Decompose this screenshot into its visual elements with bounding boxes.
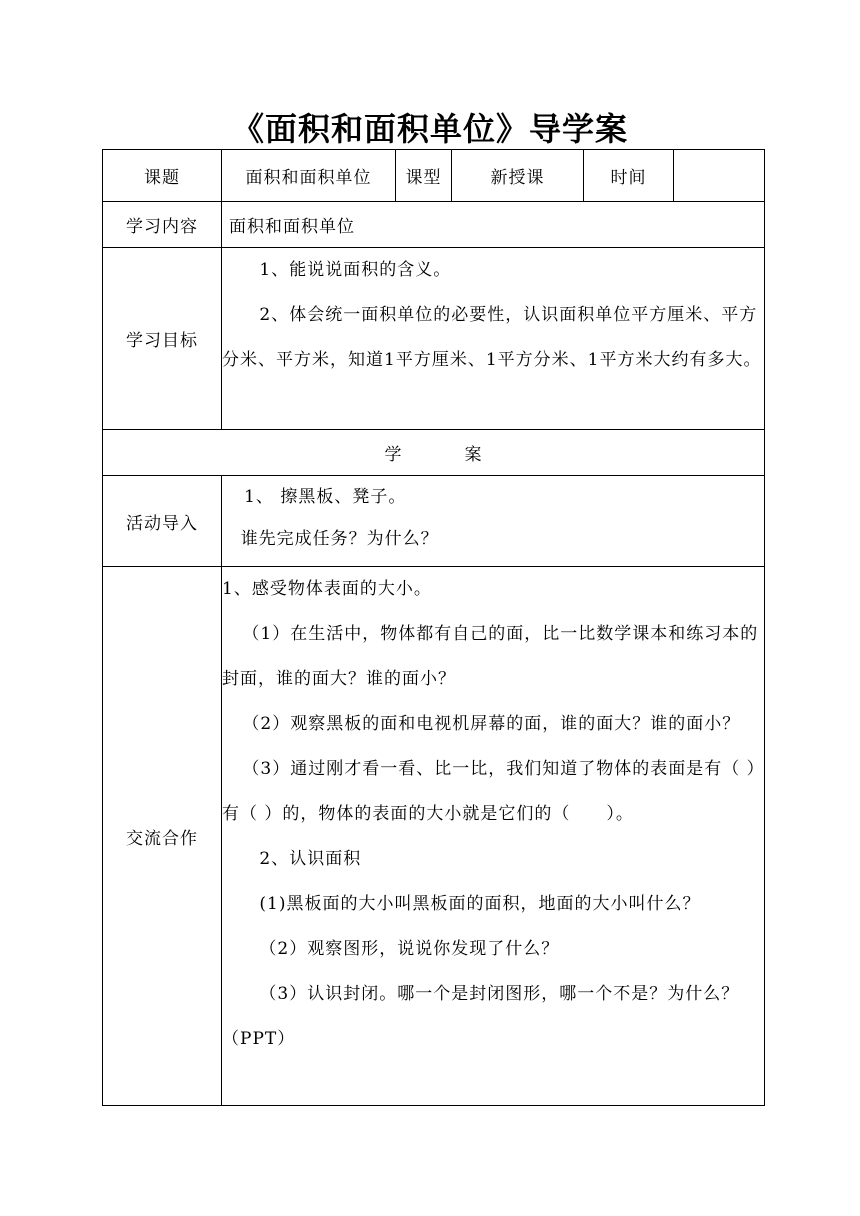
cooperation-text bbox=[222, 567, 765, 1106]
goal-item: 1、能说说面积的含义。 bbox=[259, 260, 452, 280]
cooperation-row bbox=[103, 567, 765, 1106]
section-heading bbox=[103, 430, 765, 476]
section-heading-row bbox=[103, 430, 765, 476]
goal-item: 2、体会统一面积单位的必要性，认识面积单位平方厘米、平方分米、平方米，知道1平方厘米、1平方分米、1平方米大约有多大。 bbox=[222, 305, 762, 370]
document-title: 《面积和面积单位》导学案 bbox=[231, 110, 628, 148]
content-value: 面积和面积单位 bbox=[222, 202, 765, 248]
cooperation-line: 2、认识面积 bbox=[259, 849, 362, 869]
cooperation-line: (1)黑板面的大小叫黑板面的面积，地面的大小叫什么？ bbox=[259, 894, 701, 914]
topic-label: 课题 bbox=[103, 150, 222, 202]
goals-row bbox=[103, 248, 765, 430]
time-value bbox=[674, 150, 765, 202]
cooperation-line: （3）认识封闭。哪一个是封闭图形，哪一个不是？为什么？（PPT） bbox=[222, 984, 740, 1049]
cooperation-line: （1）在生活中，物体都有自己的面，比一比数学课本和练习本的封面，谁的面大？谁的面小？ bbox=[222, 624, 759, 689]
goals-label: 学习目标 bbox=[103, 248, 222, 430]
section-heading-char: 学 bbox=[384, 445, 403, 465]
section-heading-char: 案 bbox=[464, 445, 483, 465]
content-label: 学习内容 bbox=[103, 202, 222, 248]
activity-line: 1、 擦黑板、凳子。 bbox=[244, 487, 407, 507]
type-label: 课型 bbox=[396, 150, 452, 202]
time-label: 时间 bbox=[584, 150, 674, 202]
cooperation-line: （3）通过刚才看一看、比一比，我们知道了物体的表面是有（ ）有（ ）的，物体的表面的大小就是它们的（ ）。 bbox=[222, 759, 757, 824]
activity-row bbox=[103, 476, 765, 567]
activity-text bbox=[222, 476, 765, 567]
header-row bbox=[103, 150, 765, 202]
cooperation-line: （2）观察图形，说说你发现了什么？ bbox=[259, 939, 560, 959]
cooperation-label: 交流合作 bbox=[103, 567, 222, 1106]
lesson-plan-table bbox=[102, 149, 765, 1106]
cooperation-line: 1、感受物体表面的大小。 bbox=[222, 579, 432, 599]
type-value: 新授课 bbox=[452, 150, 584, 202]
activity-line: 谁先完成任务？为什么？ bbox=[240, 529, 439, 549]
activity-label: 活动导入 bbox=[103, 476, 222, 567]
cooperation-line: （2）观察黑板的面和电视机屏幕的面，谁的面大？谁的面小？ bbox=[242, 714, 741, 734]
content-row bbox=[103, 202, 765, 248]
goals-text bbox=[222, 248, 765, 430]
topic-value: 面积和面积单位 bbox=[222, 150, 396, 202]
